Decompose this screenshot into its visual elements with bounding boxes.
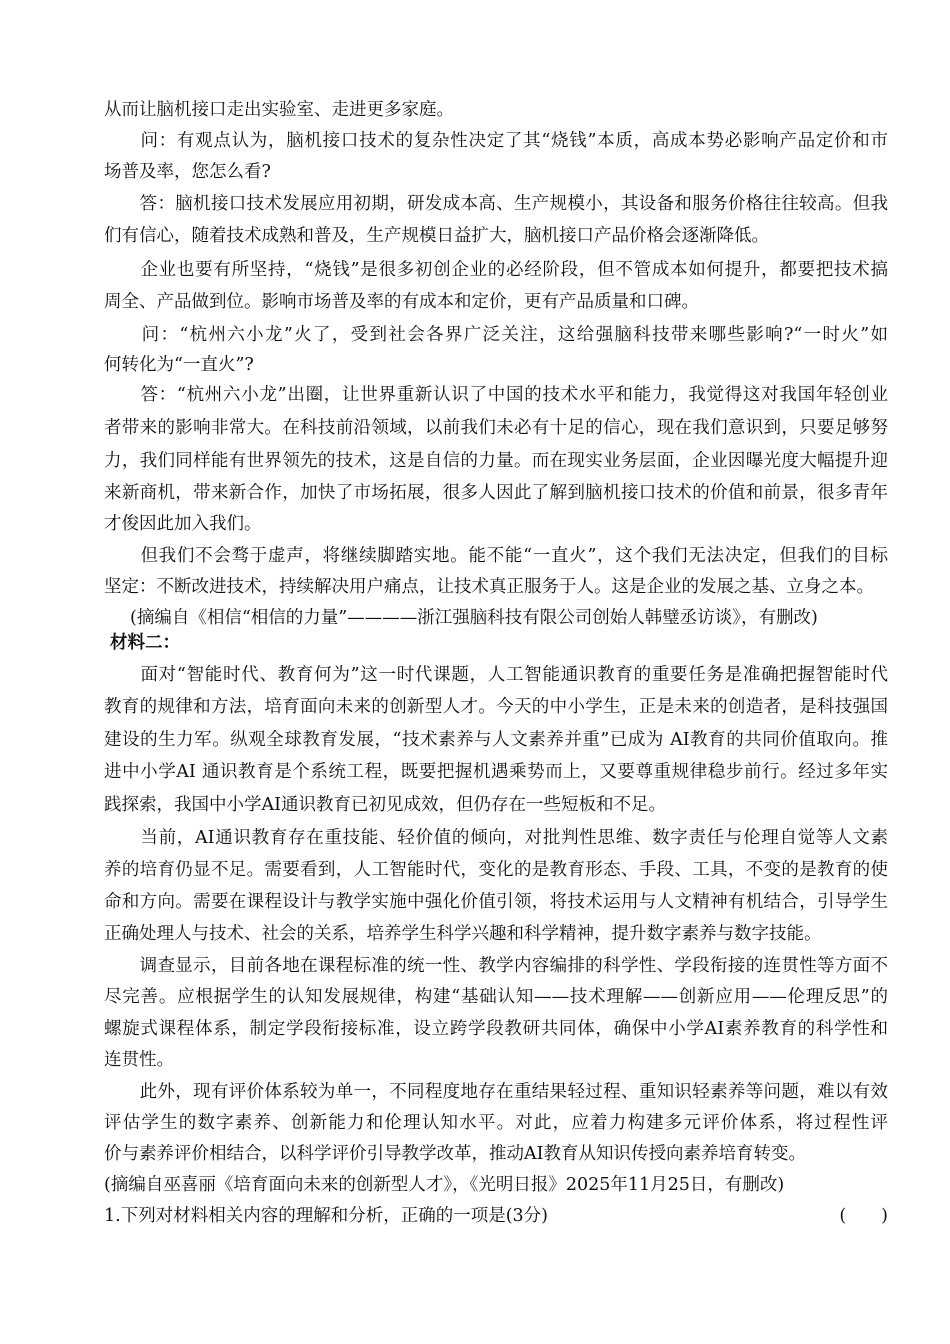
- text-line: 何转化为“一直火”?: [104, 355, 254, 375]
- text-line: 但我们不会骛于虚声，将继续脚踏实地。能不能“一直火”，这个我们无法决定，但我们的目标: [104, 546, 888, 566]
- text-line: 来新商机，带来新合作，加快了市场拓展，很多人因此了解到脑机接口技术的价值和前景，很多青年: [104, 483, 888, 503]
- text-line: 当前，AI通识教育存在重技能、轻价值的倾向，对批判性思维、数字责任与伦理自觉等人文素: [104, 828, 888, 848]
- question-text: 1.下列对材料相关内容的理解和分析，正确的一项是(3分): [104, 1206, 548, 1226]
- section-heading: 材料二：: [110, 633, 180, 653]
- text-line: 养的培育仍显不足。需要看到，人工智能时代，变化的是教育形态、手段、工具，不变的是教育的使: [104, 860, 888, 880]
- text-line: 正确处理人与技术、社会的关系，培养学生科学兴趣和科学精神，提升数字素养与数字技能。: [104, 924, 822, 944]
- text-line: 尽完善。应根据学生的认知发展规律，构建“基础认知——技术理解——创新应用——伦理反思”的: [104, 987, 888, 1007]
- text-line: 答：脑机接口技术发展应用初期，研发成本高、生产规模小，其设备和服务价格往往较高。但我: [104, 194, 888, 214]
- answer-bracket[interactable]: ( ): [839, 1206, 888, 1226]
- text-line: 企业也要有所坚持，“烧钱”是很多初创企业的必经阶段，但不管成本如何提升，都要把技术搞: [104, 260, 888, 280]
- text-line: 者带来的影响非常大。在科技前沿领域，以前我们未必有十足的信心，现在我们意识到，只要足够努: [104, 418, 888, 438]
- text-line: 建设的生力军。纵观全球教育发展，“技术素养与人文素养并重”已成为 AI教育的共同价值取向。推: [104, 730, 888, 750]
- question-1: [104, 1204, 888, 1228]
- text-line: 螺旋式课程体系，制定学段衔接标准，设立跨学段教研共同体，确保中小学AI素养教育的科学性和: [104, 1019, 888, 1039]
- text-line: 进中小学AI 通识教育是个系统工程，既要把握机遇乘势而上，又要尊重规律稳步前行。经过多年实: [104, 762, 888, 782]
- source-citation: (摘编自巫喜丽《培育面向未来的创新型人才》，《光明日报》2025年11月25日，有删改): [104, 1175, 785, 1195]
- text-line: 才俊因此加入我们。: [104, 514, 262, 534]
- text-line: 此外，现有评价体系较为单一，不同程度地存在重结果轻过程、重知识轻素养等问题，难以有效: [104, 1082, 888, 1102]
- text-line: 坚定：不断改进技术，持续解决用户痛点，让技术真正服务于人。这是企业的发展之基、立身之本。: [104, 577, 874, 597]
- text-line: 问：有观点认为，脑机接口技术的复杂性决定了其“烧钱”本质，高成本势必影响产品定价和市: [104, 131, 888, 151]
- text-line: 教育的规律和方法，培育面向未来的创新型人才。今天的中小学生，正是未来的创造者，是科技强国: [104, 697, 888, 717]
- text-line: 答：“杭州六小龙”出圈，让世界重新认识了中国的技术水平和能力，我觉得这对我国年轻创业: [104, 385, 888, 405]
- text-line: 面对“智能时代、教育何为”这一时代课题，人工智能通识教育的重要任务是准确把握智能时代: [104, 665, 888, 685]
- text-line: 场普及率，您怎么看?: [104, 162, 271, 182]
- text-line: 们有信心，随着技术成熟和普及，生产规模日益扩大，脑机接口产品价格会逐渐降低。: [104, 226, 769, 246]
- text-line: 连贯性。: [104, 1050, 174, 1070]
- text-line: 力，我们同样能有世界领先的技术，这是自信的力量。而在现实业务层面，企业因曝光度大幅提升迎: [104, 451, 888, 471]
- text-line: 从而让脑机接口走出实验室、走进更多家庭。: [104, 100, 454, 120]
- text-line: 周全、产品做到位。影响市场普及率的有成本和定价，更有产品质量和口碑。: [104, 292, 699, 312]
- text-line: 命和方向。需要在课程设计与教学实施中强化价值引领，将技术运用与人文精神有机结合，引导学生: [104, 892, 888, 912]
- text-line: 调查显示，目前各地在课程标准的统一性、教学内容编排的科学性、学段衔接的连贯性等方面不: [104, 956, 888, 976]
- text-line: 践探索，我国中小学AI通识教育已初见成效，但仍存在一些短板和不足。: [104, 795, 667, 815]
- text-line: 评估学生的数字素养、创新能力和伦理认知水平。对此，应着力构建多元评价体系，将过程性评: [104, 1113, 888, 1133]
- source-citation: (摘编自《相信“相信的力量”————浙江强脑科技有限公司创始人韩璧丞访谈》，有删改): [130, 608, 818, 628]
- text-line: 问：“杭州六小龙”火了，受到社会各界广泛关注，这给强脑科技带来哪些影响?“一时火”如: [104, 325, 888, 345]
- text-line: 价与素养评价相结合，以科学评价引导教学改革，推动AI教育从知识传授向素养培育转变。: [104, 1144, 807, 1164]
